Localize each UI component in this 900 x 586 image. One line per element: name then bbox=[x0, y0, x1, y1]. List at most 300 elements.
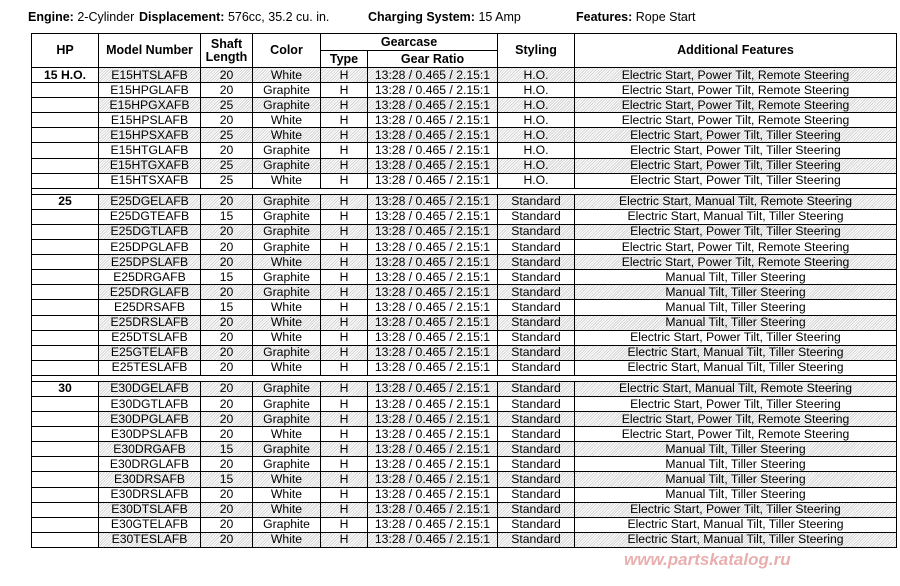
additional-features-cell: Electric Start, Power Tilt, Tiller Steering bbox=[575, 143, 897, 158]
model-number-cell: E25DRGLAFB bbox=[99, 285, 201, 300]
color-cell: Graphite bbox=[253, 158, 321, 173]
shaft-length-cell: 20 bbox=[201, 427, 253, 442]
gear-ratio-cell: 13:28 / 0.465 / 2.15:1 bbox=[368, 285, 498, 300]
hp-cell bbox=[32, 83, 99, 98]
additional-features-cell: Manual Tilt, Tiller Steering bbox=[575, 300, 897, 315]
hp-cell: 30 bbox=[32, 381, 99, 396]
color-cell: Graphite bbox=[253, 396, 321, 411]
type-cell: H bbox=[321, 240, 368, 255]
additional-features-cell: Manual Tilt, Tiller Steering bbox=[575, 270, 897, 285]
additional-features-cell: Electric Start, Manual Tilt, Tiller Steering bbox=[575, 209, 897, 224]
model-number-cell: E30DRSAFB bbox=[99, 472, 201, 487]
shaft-length-cell: 20 bbox=[201, 381, 253, 396]
type-cell: H bbox=[321, 457, 368, 472]
color-cell: Graphite bbox=[253, 240, 321, 255]
styling-cell: Standard bbox=[498, 457, 575, 472]
type-cell: H bbox=[321, 143, 368, 158]
gear-ratio-cell: 13:28 / 0.465 / 2.15:1 bbox=[368, 98, 498, 113]
styling-cell: Standard bbox=[498, 300, 575, 315]
styling-cell: Standard bbox=[498, 412, 575, 427]
styling-cell: Standard bbox=[498, 255, 575, 270]
shaft-length-cell: 20 bbox=[201, 194, 253, 209]
type-cell: H bbox=[321, 442, 368, 457]
hp-cell bbox=[32, 532, 99, 547]
additional-features-cell: Electric Start, Manual Tilt, Tiller Steering bbox=[575, 360, 897, 375]
table-row bbox=[32, 330, 897, 345]
type-cell: H bbox=[321, 315, 368, 330]
color-cell: Graphite bbox=[253, 517, 321, 532]
engine-value: 2-Cylinder bbox=[77, 10, 135, 24]
model-number-cell: E30DRSLAFB bbox=[99, 487, 201, 502]
charging-spec bbox=[368, 10, 521, 24]
gear-ratio-cell: 13:28 / 0.465 / 2.15:1 bbox=[368, 270, 498, 285]
color-cell: Graphite bbox=[253, 285, 321, 300]
model-number-cell: E30DRGAFB bbox=[99, 442, 201, 457]
gear-ratio-cell: 13:28 / 0.465 / 2.15:1 bbox=[368, 143, 498, 158]
styling-cell: Standard bbox=[498, 345, 575, 360]
additional-features-cell: Manual Tilt, Tiller Steering bbox=[575, 487, 897, 502]
shaft-length-cell: 20 bbox=[201, 224, 253, 239]
color-cell: Graphite bbox=[253, 209, 321, 224]
table-row bbox=[32, 442, 897, 457]
color-cell: Graphite bbox=[253, 194, 321, 209]
shaft-length-header bbox=[201, 34, 253, 68]
additional-features-cell: Electric Start, Power Tilt, Remote Steering bbox=[575, 427, 897, 442]
type-header: Type bbox=[321, 51, 368, 68]
color-cell: White bbox=[253, 173, 321, 188]
header-row-top bbox=[32, 34, 897, 51]
color-cell: Graphite bbox=[253, 143, 321, 158]
shaft-length-cell: 15 bbox=[201, 270, 253, 285]
color-header: Color bbox=[253, 34, 321, 68]
model-number-cell: E15HPSLAFB bbox=[99, 113, 201, 128]
table-row bbox=[32, 209, 897, 224]
shaft-length-cell: 20 bbox=[201, 396, 253, 411]
additional-features-cell: Electric Start, Manual Tilt, Tiller Steering bbox=[575, 517, 897, 532]
additional-features-cell: Electric Start, Manual Tilt, Remote Steering bbox=[575, 381, 897, 396]
model-number-cell: E30DPSLAFB bbox=[99, 427, 201, 442]
table-row bbox=[32, 255, 897, 270]
hp-cell bbox=[32, 209, 99, 224]
model-number-cell: E30TESLAFB bbox=[99, 532, 201, 547]
model-number-cell: E30DPGLAFB bbox=[99, 412, 201, 427]
color-cell: White bbox=[253, 68, 321, 83]
shaft-length-cell: 20 bbox=[201, 285, 253, 300]
hp-cell bbox=[32, 128, 99, 143]
gear-ratio-cell: 13:28 / 0.465 / 2.15:1 bbox=[368, 502, 498, 517]
table-row bbox=[32, 113, 897, 128]
color-cell: White bbox=[253, 300, 321, 315]
shaft-length-cell: 20 bbox=[201, 457, 253, 472]
type-cell: H bbox=[321, 68, 368, 83]
color-cell: White bbox=[253, 255, 321, 270]
styling-cell: Standard bbox=[498, 240, 575, 255]
type-cell: H bbox=[321, 427, 368, 442]
gear-ratio-cell: 13:28 / 0.465 / 2.15:1 bbox=[368, 517, 498, 532]
hp-cell bbox=[32, 330, 99, 345]
model-number-cell: E30DGELAFB bbox=[99, 381, 201, 396]
type-cell: H bbox=[321, 285, 368, 300]
styling-cell: H.O. bbox=[498, 68, 575, 83]
table-row bbox=[32, 300, 897, 315]
table-row bbox=[32, 517, 897, 532]
additional-features-cell: Electric Start, Power Tilt, Tiller Steering bbox=[575, 158, 897, 173]
table-row bbox=[32, 285, 897, 300]
color-cell: White bbox=[253, 330, 321, 345]
table-row bbox=[32, 173, 897, 188]
additional-features-cell: Manual Tilt, Tiller Steering bbox=[575, 315, 897, 330]
watermark: www.partskatalog.ru bbox=[624, 550, 791, 569]
additional-features-cell: Electric Start, Power Tilt, Remote Steering bbox=[575, 98, 897, 113]
styling-cell: Standard bbox=[498, 315, 575, 330]
type-cell: H bbox=[321, 412, 368, 427]
hp-cell bbox=[32, 442, 99, 457]
additional-features-cell: Manual Tilt, Tiller Steering bbox=[575, 285, 897, 300]
type-cell: H bbox=[321, 128, 368, 143]
shaft-length-cell: 20 bbox=[201, 487, 253, 502]
color-cell: Graphite bbox=[253, 270, 321, 285]
gear-ratio-cell: 13:28 / 0.465 / 2.15:1 bbox=[368, 255, 498, 270]
type-cell: H bbox=[321, 396, 368, 411]
styling-cell: H.O. bbox=[498, 83, 575, 98]
styling-cell: Standard bbox=[498, 194, 575, 209]
hp-cell bbox=[32, 270, 99, 285]
gear-ratio-cell: 13:28 / 0.465 / 2.15:1 bbox=[368, 209, 498, 224]
gear-ratio-cell: 13:28 / 0.465 / 2.15:1 bbox=[368, 158, 498, 173]
table-body bbox=[32, 68, 897, 548]
hp-header: HP bbox=[32, 34, 99, 68]
gear-ratio-cell: 13:28 / 0.465 / 2.15:1 bbox=[368, 173, 498, 188]
type-cell: H bbox=[321, 173, 368, 188]
additional-features-cell: Electric Start, Manual Tilt, Tiller Steering bbox=[575, 532, 897, 547]
table-row bbox=[32, 502, 897, 517]
type-cell: H bbox=[321, 517, 368, 532]
styling-cell: Standard bbox=[498, 427, 575, 442]
styling-cell: H.O. bbox=[498, 113, 575, 128]
color-cell: White bbox=[253, 427, 321, 442]
model-number-cell: E25DPSLAFB bbox=[99, 255, 201, 270]
displacement-value: 576cc, 35.2 cu. in. bbox=[227, 10, 330, 24]
styling-cell: Standard bbox=[498, 517, 575, 532]
shaft-length-cell: 20 bbox=[201, 517, 253, 532]
styling-cell: Standard bbox=[498, 396, 575, 411]
additional-features-cell: Electric Start, Power Tilt, Remote Steering bbox=[575, 68, 897, 83]
shaft-header-line2: Length bbox=[205, 49, 248, 64]
hp-cell: 15 H.O. bbox=[32, 68, 99, 83]
gear-ratio-cell: 13:28 / 0.465 / 2.15:1 bbox=[368, 396, 498, 411]
type-cell: H bbox=[321, 270, 368, 285]
type-cell: H bbox=[321, 381, 368, 396]
model-number-cell: E25DGTLAFB bbox=[99, 224, 201, 239]
shaft-length-cell: 20 bbox=[201, 345, 253, 360]
table-row bbox=[32, 381, 897, 396]
color-cell: White bbox=[253, 113, 321, 128]
model-number-cell: E30GTELAFB bbox=[99, 517, 201, 532]
color-cell: Graphite bbox=[253, 83, 321, 98]
type-cell: H bbox=[321, 98, 368, 113]
shaft-length-cell: 20 bbox=[201, 360, 253, 375]
color-cell: White bbox=[253, 472, 321, 487]
hp-cell bbox=[32, 224, 99, 239]
table-row bbox=[32, 143, 897, 158]
model-number-cell: E15HPGXAFB bbox=[99, 98, 201, 113]
shaft-length-cell: 25 bbox=[201, 173, 253, 188]
styling-cell: H.O. bbox=[498, 158, 575, 173]
gear-ratio-cell: 13:28 / 0.465 / 2.15:1 bbox=[368, 532, 498, 547]
hp-cell bbox=[32, 360, 99, 375]
features-label: Features: bbox=[576, 10, 633, 24]
type-cell: H bbox=[321, 300, 368, 315]
model-number-cell: E25DRSLAFB bbox=[99, 315, 201, 330]
model-number-cell: E15HTSXAFB bbox=[99, 173, 201, 188]
additional-features-cell: Electric Start, Power Tilt, Remote Steering bbox=[575, 83, 897, 98]
type-cell: H bbox=[321, 472, 368, 487]
color-cell: Graphite bbox=[253, 457, 321, 472]
type-cell: H bbox=[321, 345, 368, 360]
gear-ratio-cell: 13:28 / 0.465 / 2.15:1 bbox=[368, 360, 498, 375]
color-cell: White bbox=[253, 128, 321, 143]
styling-cell: H.O. bbox=[498, 143, 575, 158]
hp-cell bbox=[32, 517, 99, 532]
table-row bbox=[32, 396, 897, 411]
styling-cell: Standard bbox=[498, 487, 575, 502]
model-number-cell: E30DTSLAFB bbox=[99, 502, 201, 517]
model-number-cell: E25GTELAFB bbox=[99, 345, 201, 360]
model-number-cell: E25DPGLAFB bbox=[99, 240, 201, 255]
shaft-length-cell: 25 bbox=[201, 128, 253, 143]
color-cell: White bbox=[253, 487, 321, 502]
table-row bbox=[32, 472, 897, 487]
table-row bbox=[32, 487, 897, 502]
type-cell: H bbox=[321, 158, 368, 173]
hp-cell bbox=[32, 98, 99, 113]
color-cell: White bbox=[253, 532, 321, 547]
gear-ratio-cell: 13:28 / 0.465 / 2.15:1 bbox=[368, 68, 498, 83]
gear-ratio-cell: 13:28 / 0.465 / 2.15:1 bbox=[368, 315, 498, 330]
type-cell: H bbox=[321, 194, 368, 209]
type-cell: H bbox=[321, 330, 368, 345]
hp-cell: 25 bbox=[32, 194, 99, 209]
styling-cell: Standard bbox=[498, 472, 575, 487]
shaft-length-cell: 15 bbox=[201, 442, 253, 457]
additional-features-header: Additional Features bbox=[575, 34, 897, 68]
shaft-length-cell: 25 bbox=[201, 158, 253, 173]
additional-features-cell: Electric Start, Power Tilt, Tiller Steering bbox=[575, 502, 897, 517]
gear-ratio-cell: 13:28 / 0.465 / 2.15:1 bbox=[368, 427, 498, 442]
model-number-cell: E15HPGLAFB bbox=[99, 83, 201, 98]
styling-cell: Standard bbox=[498, 360, 575, 375]
model-number-cell: E15HTGLAFB bbox=[99, 143, 201, 158]
hp-cell bbox=[32, 173, 99, 188]
hp-cell bbox=[32, 345, 99, 360]
gear-ratio-cell: 13:28 / 0.465 / 2.15:1 bbox=[368, 83, 498, 98]
shaft-length-cell: 20 bbox=[201, 502, 253, 517]
styling-cell: Standard bbox=[498, 224, 575, 239]
styling-cell: H.O. bbox=[498, 128, 575, 143]
shaft-length-cell: 20 bbox=[201, 113, 253, 128]
gear-ratio-cell: 13:28 / 0.465 / 2.15:1 bbox=[368, 330, 498, 345]
color-cell: Graphite bbox=[253, 442, 321, 457]
shaft-length-cell: 15 bbox=[201, 472, 253, 487]
shaft-length-cell: 20 bbox=[201, 255, 253, 270]
hp-cell bbox=[32, 487, 99, 502]
hp-cell bbox=[32, 396, 99, 411]
gear-ratio-cell: 13:28 / 0.465 / 2.15:1 bbox=[368, 442, 498, 457]
type-cell: H bbox=[321, 255, 368, 270]
charging-label: Charging System: bbox=[368, 10, 475, 24]
gear-ratio-cell: 13:28 / 0.465 / 2.15:1 bbox=[368, 194, 498, 209]
table-row bbox=[32, 457, 897, 472]
table-row bbox=[32, 412, 897, 427]
type-cell: H bbox=[321, 209, 368, 224]
additional-features-cell: Electric Start, Power Tilt, Tiller Steering bbox=[575, 128, 897, 143]
charging-value: 15 Amp bbox=[478, 10, 521, 24]
gear-ratio-cell: 13:28 / 0.465 / 2.15:1 bbox=[368, 224, 498, 239]
type-cell: H bbox=[321, 532, 368, 547]
gearcase-header: Gearcase bbox=[321, 34, 498, 51]
gear-ratio-header: Gear Ratio bbox=[368, 51, 498, 68]
gear-ratio-cell: 13:28 / 0.465 / 2.15:1 bbox=[368, 128, 498, 143]
additional-features-cell: Electric Start, Power Tilt, Remote Steering bbox=[575, 412, 897, 427]
hp-cell bbox=[32, 143, 99, 158]
shaft-length-cell: 20 bbox=[201, 143, 253, 158]
features-spec bbox=[576, 10, 696, 24]
additional-features-cell: Electric Start, Power Tilt, Tiller Steering bbox=[575, 173, 897, 188]
additional-features-cell: Electric Start, Power Tilt, Remote Steering bbox=[575, 240, 897, 255]
type-cell: H bbox=[321, 224, 368, 239]
styling-cell: Standard bbox=[498, 381, 575, 396]
engine-spec bbox=[28, 10, 134, 24]
table-row bbox=[32, 68, 897, 83]
styling-cell: Standard bbox=[498, 532, 575, 547]
shaft-length-cell: 20 bbox=[201, 240, 253, 255]
hp-cell bbox=[32, 158, 99, 173]
model-number-cell: E25TESLAFB bbox=[99, 360, 201, 375]
styling-cell: Standard bbox=[498, 209, 575, 224]
shaft-length-cell: 15 bbox=[201, 209, 253, 224]
styling-cell: H.O. bbox=[498, 173, 575, 188]
additional-features-cell: Manual Tilt, Tiller Steering bbox=[575, 472, 897, 487]
hp-cell bbox=[32, 285, 99, 300]
hp-cell bbox=[32, 255, 99, 270]
additional-features-cell: Electric Start, Power Tilt, Tiller Steering bbox=[575, 330, 897, 345]
styling-cell: Standard bbox=[498, 502, 575, 517]
gear-ratio-cell: 13:28 / 0.465 / 2.15:1 bbox=[368, 240, 498, 255]
color-cell: Graphite bbox=[253, 381, 321, 396]
additional-features-cell: Electric Start, Power Tilt, Remote Steering bbox=[575, 113, 897, 128]
hp-cell bbox=[32, 472, 99, 487]
features-value: Rope Start bbox=[635, 10, 696, 24]
additional-features-cell: Electric Start, Power Tilt, Remote Steering bbox=[575, 255, 897, 270]
styling-cell: Standard bbox=[498, 330, 575, 345]
shaft-length-cell: 20 bbox=[201, 532, 253, 547]
color-cell: White bbox=[253, 315, 321, 330]
table-row bbox=[32, 315, 897, 330]
hp-cell bbox=[32, 113, 99, 128]
type-cell: H bbox=[321, 83, 368, 98]
type-cell: H bbox=[321, 487, 368, 502]
displacement-label: Displacement: bbox=[139, 10, 225, 24]
additional-features-cell: Electric Start, Manual Tilt, Tiller Steering bbox=[575, 345, 897, 360]
engine-label: Engine: bbox=[28, 10, 74, 24]
table-row bbox=[32, 360, 897, 375]
hp-cell bbox=[32, 300, 99, 315]
table-row bbox=[32, 427, 897, 442]
styling-header: Styling bbox=[498, 34, 575, 68]
styling-cell: Standard bbox=[498, 442, 575, 457]
color-cell: White bbox=[253, 360, 321, 375]
hp-cell bbox=[32, 427, 99, 442]
styling-cell: Standard bbox=[498, 285, 575, 300]
color-cell: Graphite bbox=[253, 224, 321, 239]
gear-ratio-cell: 13:28 / 0.465 / 2.15:1 bbox=[368, 412, 498, 427]
model-number-cell: E30DRGLAFB bbox=[99, 457, 201, 472]
hp-cell bbox=[32, 502, 99, 517]
table-row bbox=[32, 270, 897, 285]
color-cell: Graphite bbox=[253, 412, 321, 427]
hp-cell bbox=[32, 315, 99, 330]
shaft-length-cell: 20 bbox=[201, 315, 253, 330]
model-number-header: Model Number bbox=[99, 34, 201, 68]
gear-ratio-cell: 13:28 / 0.465 / 2.15:1 bbox=[368, 113, 498, 128]
model-number-cell: E15HTSLAFB bbox=[99, 68, 201, 83]
displacement-spec bbox=[139, 10, 329, 24]
color-cell: Graphite bbox=[253, 98, 321, 113]
model-number-cell: E30DGTLAFB bbox=[99, 396, 201, 411]
model-number-cell: E15HPSXAFB bbox=[99, 128, 201, 143]
shaft-length-cell: 20 bbox=[201, 330, 253, 345]
gear-ratio-cell: 13:28 / 0.465 / 2.15:1 bbox=[368, 381, 498, 396]
model-number-cell: E15HTGXAFB bbox=[99, 158, 201, 173]
table-row bbox=[32, 83, 897, 98]
gear-ratio-cell: 13:28 / 0.465 / 2.15:1 bbox=[368, 300, 498, 315]
table-row bbox=[32, 345, 897, 360]
shaft-length-cell: 25 bbox=[201, 98, 253, 113]
table-row bbox=[32, 240, 897, 255]
model-number-cell: E25DTSLAFB bbox=[99, 330, 201, 345]
styling-cell: H.O. bbox=[498, 98, 575, 113]
hp-cell bbox=[32, 457, 99, 472]
type-cell: H bbox=[321, 113, 368, 128]
table-row bbox=[32, 98, 897, 113]
additional-features-cell: Electric Start, Power Tilt, Tiller Steering bbox=[575, 224, 897, 239]
type-cell: H bbox=[321, 502, 368, 517]
model-number-cell: E25DRGAFB bbox=[99, 270, 201, 285]
shaft-length-cell: 20 bbox=[201, 68, 253, 83]
gear-ratio-cell: 13:28 / 0.465 / 2.15:1 bbox=[368, 345, 498, 360]
additional-features-cell: Manual Tilt, Tiller Steering bbox=[575, 442, 897, 457]
color-cell: Graphite bbox=[253, 345, 321, 360]
table-row bbox=[32, 194, 897, 209]
hp-cell bbox=[32, 240, 99, 255]
table-row bbox=[32, 532, 897, 547]
table-row bbox=[32, 158, 897, 173]
additional-features-cell: Manual Tilt, Tiller Steering bbox=[575, 457, 897, 472]
type-cell: H bbox=[321, 360, 368, 375]
shaft-length-cell: 20 bbox=[201, 412, 253, 427]
styling-cell: Standard bbox=[498, 270, 575, 285]
model-number-cell: E25DGELAFB bbox=[99, 194, 201, 209]
model-number-cell: E25DRSAFB bbox=[99, 300, 201, 315]
shaft-header-line1: Shaft bbox=[210, 36, 243, 51]
additional-features-cell: Electric Start, Manual Tilt, Remote Steering bbox=[575, 194, 897, 209]
outboard-models-table bbox=[31, 33, 897, 548]
shaft-length-cell: 15 bbox=[201, 300, 253, 315]
gear-ratio-cell: 13:28 / 0.465 / 2.15:1 bbox=[368, 457, 498, 472]
model-number-cell: E25DGTEAFB bbox=[99, 209, 201, 224]
table-row bbox=[32, 128, 897, 143]
table-row bbox=[32, 224, 897, 239]
